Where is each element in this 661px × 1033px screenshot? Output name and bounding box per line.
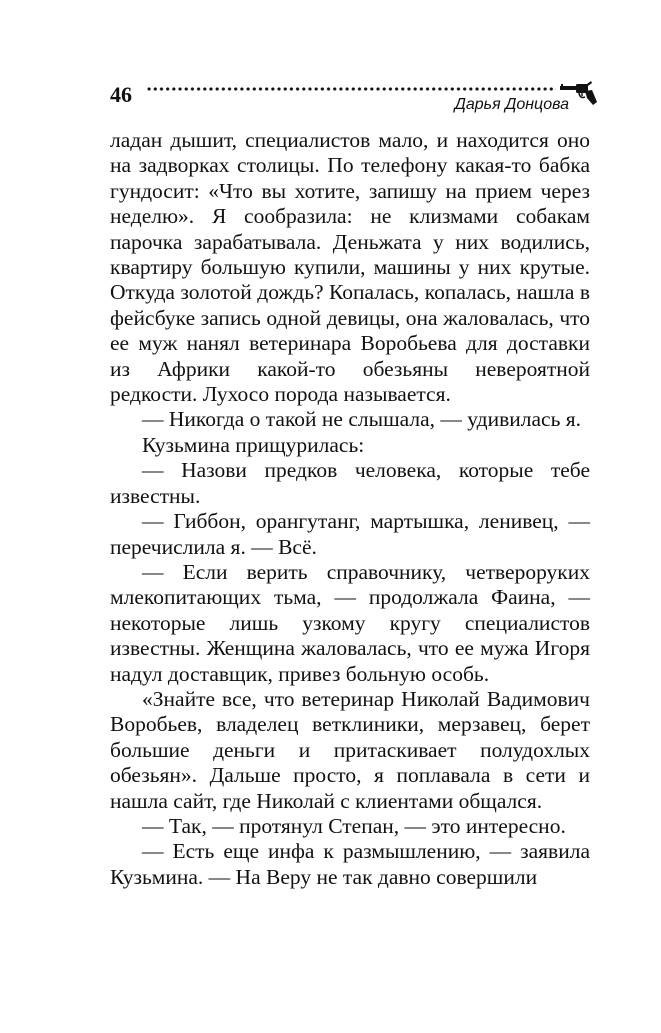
body-text [110, 128, 590, 890]
paragraph: — Если верить справочнику, четвероруких млекопитающих тьма, — продолжала Фаина, — некоторые лишь узкому кругу специалистов известны. Женщина жаловалась, что ее мужа Игоря надул доставщик, привез больную особь. [110, 559, 590, 686]
paragraph: — Гиббон, орангутанг, мартышка, ленивец, — перечислила я. — Всё. [110, 509, 590, 559]
paragraph: ладан дышит, специалистов мало, и находится оно на задворках столицы. По телефону какая-то бабка гундосит: «Что вы хотите, запишу на прием через неделю». Я сообразила: не клизмами собакам парочка зарабатывала. Деньжата у них водились, квартиру большую купили, машины у них крутые. Откуда золотой дождь? Копалась, копалась, нашла в фейсбуке запись одной девицы, она жаловалась, что ее муж нанял ветеринара Воробьева для доставки из Африки какой-то обезьяны невероятной редкости. Лухосо порода называется. [110, 128, 590, 407]
paragraph: — Так, — протянул Степан, — это интересно. [142, 813, 566, 838]
running-header [0, 0, 661, 120]
paragraph: «Знайте все, что ветеринар Николай Вадимович Воробьев, владелец ветклиники, мерзавец, берет большие деньги и притаскивает полудохлых обезьян». Дальше просто, я поплавала в сети и нашла сайт, где Николай с клиентами общался. [110, 686, 590, 813]
dotted-rule [146, 86, 556, 92]
page-number: 46 [110, 82, 132, 107]
paragraph: Кузьмина прищурилась: [142, 432, 365, 457]
revolver-icon [559, 78, 599, 108]
paragraph: — Назови предков человека, которые тебе известны. [110, 458, 590, 508]
author-name: Дарья Донцова [454, 96, 569, 113]
paragraph: — Никогда о такой не слышала, — удивилась я. [142, 407, 582, 432]
paragraph: — Есть еще инфа к размышлению, — заявила Кузьмина. — На Веру не так давно совершили [110, 839, 590, 889]
